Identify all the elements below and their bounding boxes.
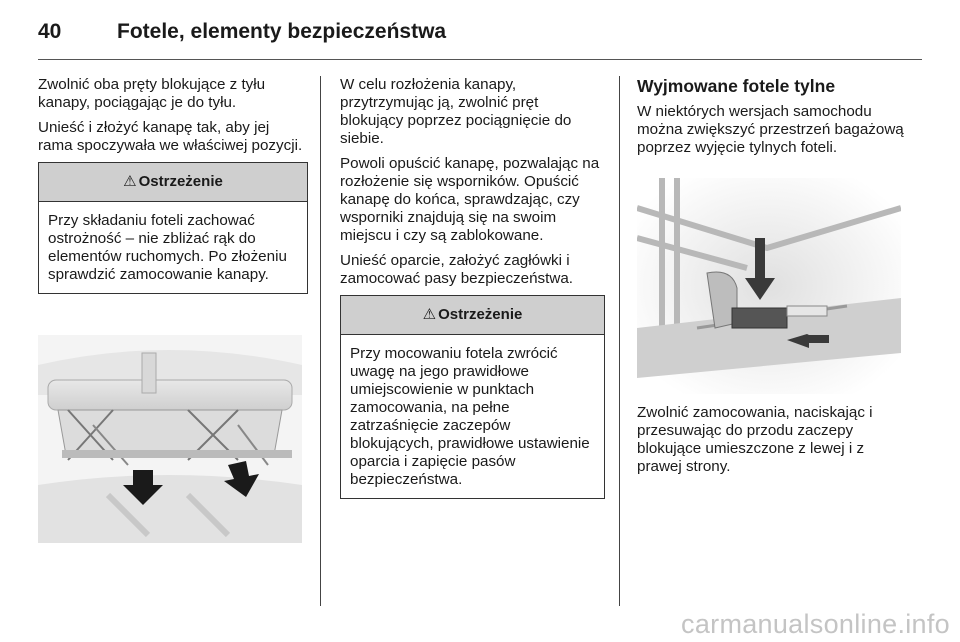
column-right — [637, 76, 907, 164]
warning-header — [341, 296, 604, 335]
column-middle — [340, 76, 605, 499]
column-divider-2 — [619, 76, 620, 606]
column-right-lower — [637, 404, 907, 483]
warning-header — [39, 163, 307, 202]
warning-triangle-icon: ⚠ — [123, 173, 137, 190]
paragraph: Unieść oparcie, założyć zagłówki i zamocować pasy bezpieczeństwa. — [340, 252, 573, 287]
warning-text: Przy mocowaniu fotela zwrócić uwagę na jego prawidłowe umiejscowienie w punktach zamocowania, na pełne zatrzaśnięcie zaczepów blokujących, prawidłowe ustawienie oparcia i zapięcie pasów bezpieczeństwa. — [350, 345, 590, 488]
warning-box — [340, 295, 605, 499]
paragraph: Unieść i złożyć kanapę tak, aby jej rama spoczywała we właściwej pozycji. — [38, 119, 303, 154]
warning-box — [38, 162, 308, 294]
header-divider — [38, 59, 922, 60]
page-header — [0, 0, 960, 60]
seat-removal-illustration — [637, 178, 901, 394]
warning-text: Przy składaniu foteli zachować ostrożność – nie zbliżać rąk do elementów ruchomych. Po złożeniu sprawdzić zamocowanie kanapy. — [48, 212, 287, 283]
warning-title: Ostrzeżenie — [438, 306, 523, 323]
paragraph: Powoli opuścić kanapę, pozwalając na rozłożenie się wsporników. Opuścić kanapę do końca, sprawdzając, czy wsporniki znajdują się na swoim miejscu i czy są zablokowane. — [340, 155, 600, 244]
page-title: Fotele, elementy bezpieczeństwa — [117, 20, 447, 43]
warning-title: Ostrzeżenie — [138, 173, 223, 190]
paragraph: Zwolnić zamocowania, naciskając i przesuwając do przodu zaczepy blokujące umieszczone z lewej i z prawej strony. — [637, 404, 873, 475]
watermark: carmanualsonline.info — [681, 609, 950, 639]
paragraph: W niektórych wersjach samochodu można zwiększyć przestrzeń bagażową poprzez wyjęcie tylnych foteli. — [637, 103, 904, 156]
section-title: Wyjmowane fotele tylne — [637, 76, 836, 96]
paragraph: W celu rozłożenia kanapy, przytrzymując ją, zwolnić pręt blokujący poprzez pociągnięcie do siebie. — [340, 76, 572, 147]
column-divider-1 — [320, 76, 321, 606]
seat-folding-illustration — [38, 335, 302, 543]
warning-triangle-icon: ⚠ — [422, 306, 437, 323]
column-left — [38, 76, 308, 294]
paragraph: Zwolnić oba pręty blokujące z tyłu kanapy, pociągając je do tyłu. — [38, 76, 266, 111]
page-number: 40 — [38, 20, 62, 43]
